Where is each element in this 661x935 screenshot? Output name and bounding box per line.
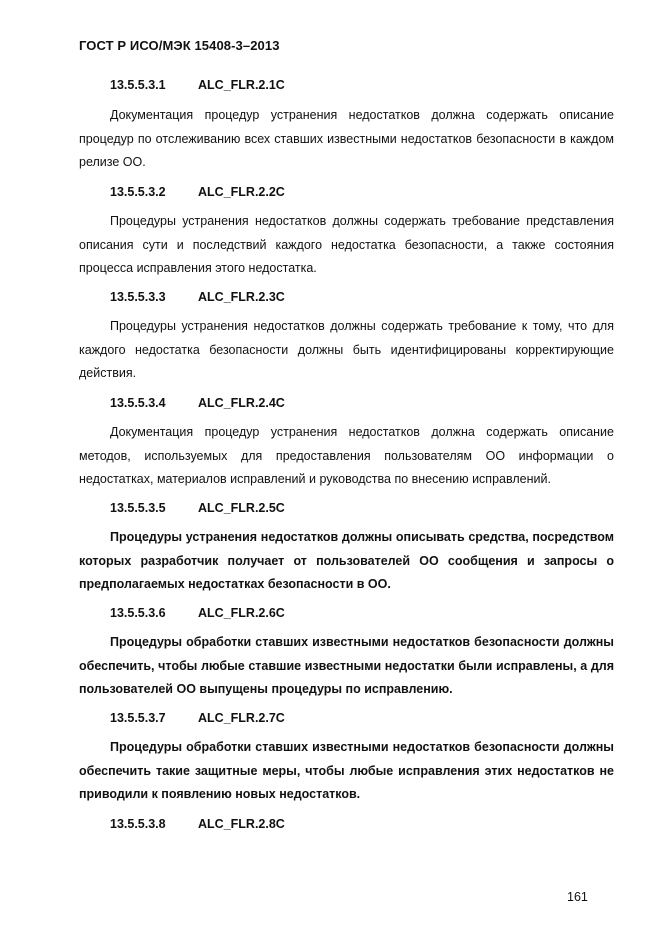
section-paragraph: Процедуры устранения недостатков должны описывать средства, посредством которых разработчик получает от пользователей ОО сообщения и запросы о предполагаемых недостатках безопасности в ОО.: [79, 530, 614, 591]
section-number: 13.5.5.3.2: [110, 185, 166, 199]
section-heading: [110, 183, 285, 201]
document-header-title: ГОСТ Р ИСО/МЭК 15408-3–2013: [79, 38, 280, 53]
section-code: ALC_FLR.2.6C: [198, 606, 285, 620]
section-paragraph: Документация процедур устранения недостатков должна содержать описание методов, используемых для предоставления пользователям ОО информации о недостатках, материалов исправлений и руководства по внесению исправлений.: [79, 425, 614, 486]
section-paragraph: Процедуры устранения недостатков должны содержать требование к тому, что для каждого недостатка безопасности должны быть идентифицированы корректирующие действия.: [79, 319, 614, 380]
section-number: 13.5.5.3.1: [110, 78, 166, 92]
section-heading: [110, 288, 285, 306]
section-heading: [110, 394, 285, 412]
section-code: ALC_FLR.2.1C: [198, 78, 285, 92]
section-paragraph: Процедуры обработки ставших известными недостатков безопасности должны обеспечить такие защитные меры, чтобы любые исправления этих недостатков не приводили к появлению новых недостатков.: [79, 740, 614, 801]
page-number: 161: [567, 890, 588, 904]
section-number: 13.5.5.3.3: [110, 290, 166, 304]
section-number: 13.5.5.3.5: [110, 501, 166, 515]
section-code: ALC_FLR.2.3C: [198, 290, 285, 304]
section-heading: [110, 499, 285, 517]
section-number: 13.5.5.3.4: [110, 396, 166, 410]
section-heading: [110, 815, 285, 833]
section-paragraph: Процедуры устранения недостатков должны содержать требование представления описания сути и последствий каждого недостатка безопасности, а также состояния процесса исправления этого недостатка.: [79, 214, 614, 275]
section-heading: [110, 709, 285, 727]
section-heading: [110, 604, 285, 622]
section-code: ALC_FLR.2.7C: [198, 711, 285, 725]
section-number: 13.5.5.3.6: [110, 606, 166, 620]
section-paragraph: Документация процедур устранения недостатков должна содержать описание процедур по отслеживанию всех ставших известными недостатков безопасности в каждом релизе ОО.: [79, 108, 614, 169]
section-heading: [110, 76, 285, 94]
section-number: 13.5.5.3.8: [110, 817, 166, 831]
section-code: ALC_FLR.2.4C: [198, 396, 285, 410]
section-paragraph: Процедуры обработки ставших известными недостатков безопасности должны обеспечить, чтобы любые ставшие известными недостатки были исправлены, а для пользователей ОО выпущены процедуры по исправлению.: [79, 635, 614, 696]
section-code: ALC_FLR.2.5C: [198, 501, 285, 515]
section-code: ALC_FLR.2.2C: [198, 185, 285, 199]
section-number: 13.5.5.3.7: [110, 711, 166, 725]
section-code: ALC_FLR.2.8C: [198, 817, 285, 831]
